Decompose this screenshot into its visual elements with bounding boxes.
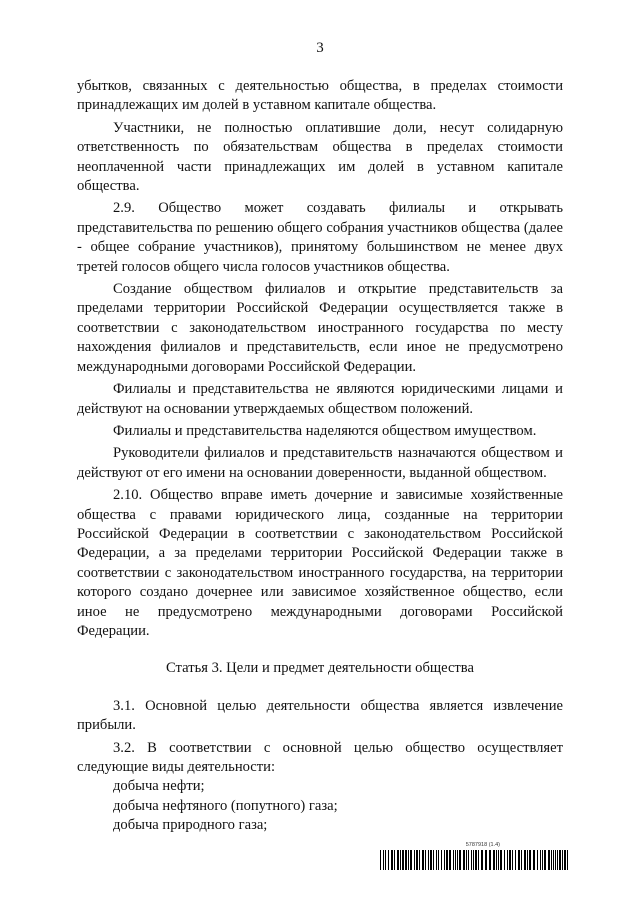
barcode-bar xyxy=(453,850,454,870)
paragraph: убытков, связанных с деятельностью общества, в пределах стоимости принадлежащих им долей в уставном капитале общества. xyxy=(77,78,563,114)
barcode-bar xyxy=(408,850,409,870)
barcode-bar xyxy=(444,850,445,870)
barcode-bar xyxy=(473,850,474,870)
barcode-bar xyxy=(410,850,412,870)
page-number: 3 xyxy=(316,40,324,56)
barcode-bar xyxy=(507,850,508,870)
barcode-bar xyxy=(405,850,407,870)
barcode-bar xyxy=(527,850,528,870)
barcode-bar xyxy=(402,850,404,870)
paragraph: Руководители филиалов и представительств назначаются обществом и действуют от его имени на основании доверенности, выданной обществом. xyxy=(77,445,563,481)
barcode-bar xyxy=(518,850,520,870)
barcode-bar xyxy=(455,850,456,870)
barcode-bar xyxy=(559,850,561,870)
barcode-bar xyxy=(425,850,426,870)
section-heading: Статья 3. Цели и предмет деятельности общества xyxy=(166,660,474,677)
barcode-bar xyxy=(493,850,495,870)
barcode-bar xyxy=(537,850,538,870)
barcode-bar xyxy=(391,850,393,870)
barcode-bar xyxy=(481,850,483,870)
barcode-bar xyxy=(489,850,491,870)
barcode-bar xyxy=(540,850,541,870)
barcode-bar xyxy=(397,850,399,870)
paragraph: 3.1. Основной целью деятельности общества является извлечение прибыли. xyxy=(77,697,563,734)
barcode-bar xyxy=(380,850,381,870)
barcode-bar xyxy=(478,850,479,870)
barcode-bar xyxy=(457,850,458,870)
barcode-bar xyxy=(428,850,429,870)
barcode-bar xyxy=(529,850,531,870)
barcode-bar xyxy=(414,850,415,870)
barcode-bar xyxy=(544,850,546,870)
barcode-bar xyxy=(416,850,418,870)
paragraph: 2.9. Общество может создавать филиалы и открывать представительства по решению общего собрания участников общества (далее - общее собрание участников), принятому большинством не менее двух третей голосов общего числа голосов участников общества. xyxy=(77,200,563,275)
barcode-bar xyxy=(433,850,434,870)
barcode-bar xyxy=(430,850,432,870)
barcode-bar xyxy=(542,850,543,870)
barcode-bar xyxy=(400,850,401,870)
barcode-bar xyxy=(422,850,424,870)
barcode-bar xyxy=(485,850,487,870)
barcode-bar xyxy=(567,850,568,870)
barcode-bar xyxy=(524,850,526,870)
paragraph: Филиалы и представительства не являются юридическими лицами и действуют на основании утверждаемых обществом положений. xyxy=(77,381,563,417)
barcode-bar xyxy=(419,850,420,870)
paragraph: Филиалы и представительства наделяются обществом имуществом. xyxy=(113,422,537,439)
barcode-bar xyxy=(441,850,442,870)
barcode-bar xyxy=(383,850,384,870)
barcode-bar xyxy=(468,850,469,870)
barcode-bar xyxy=(459,850,461,870)
barcode-bar xyxy=(551,850,552,870)
barcode-bar xyxy=(504,850,505,870)
barcode-bar xyxy=(500,850,502,870)
list-item: добыча природного газа; xyxy=(113,817,268,834)
barcode-bar xyxy=(521,850,522,870)
barcode xyxy=(380,850,570,870)
barcode-caption: 5787918 (1.4) xyxy=(465,842,500,848)
barcode-bar xyxy=(388,850,389,870)
barcode-bar xyxy=(564,850,566,870)
barcode-bar xyxy=(509,850,511,870)
paragraph: 3.2. В соответствии с основной целью общество осуществляет следующие виды деятельности: xyxy=(77,739,563,775)
barcode-bar xyxy=(436,850,437,870)
document-body xyxy=(77,77,563,836)
paragraph: 2.10. Общество вправе иметь дочерние и зависимые хозяйственные общества с правами юридического лица, созданные на территории Российской Федерации в соответствии с законодательством Российской Федерации, а за пределами территории Российской Федерации также в соответствии с законодательством иностранного государства, на территории которого создано дочернее или зависимое хозяйственное общество, если иное не предусмотрено международными договорами Российской Федерации. xyxy=(77,487,563,639)
barcode-bar xyxy=(498,850,499,870)
barcode-bar xyxy=(515,850,516,870)
barcode-bar xyxy=(385,850,386,870)
barcode-bar xyxy=(471,850,472,870)
barcode-bar xyxy=(463,850,465,870)
barcode-bar xyxy=(512,850,513,870)
barcode-bar xyxy=(496,850,497,870)
barcode-bar xyxy=(533,850,535,870)
barcode-bar xyxy=(394,850,395,870)
barcode-bar xyxy=(438,850,439,870)
paragraph: Участники, не полностью оплатившие доли, несут солидарную ответственность по обязательствам общества в пределах стоимости неоплаченной части принадлежащих им долей в уставном капитале общества. xyxy=(77,119,563,195)
barcode-bar xyxy=(446,850,448,870)
barcode-bar xyxy=(466,850,467,870)
barcode-block xyxy=(380,841,570,870)
barcode-bar xyxy=(548,850,550,870)
barcode-bar xyxy=(449,850,451,870)
barcode-bar xyxy=(475,850,477,870)
barcode-bar xyxy=(555,850,556,870)
paragraph: Создание обществом филиалов и открытие представительств за пределами территории Российской Федерации осуществляется также в соответствии с законодательством иностранного государства по месту нахождения филиалов и представительств, если иное не предусмотрено международными договорами Российской Федерации. xyxy=(77,281,563,375)
barcode-bar xyxy=(553,850,554,870)
barcode-bar xyxy=(557,850,558,870)
barcode-bar xyxy=(562,850,563,870)
list-item: добыча нефтяного (попутного) газа; xyxy=(113,797,338,814)
list-item: добыча нефти; xyxy=(113,778,205,795)
